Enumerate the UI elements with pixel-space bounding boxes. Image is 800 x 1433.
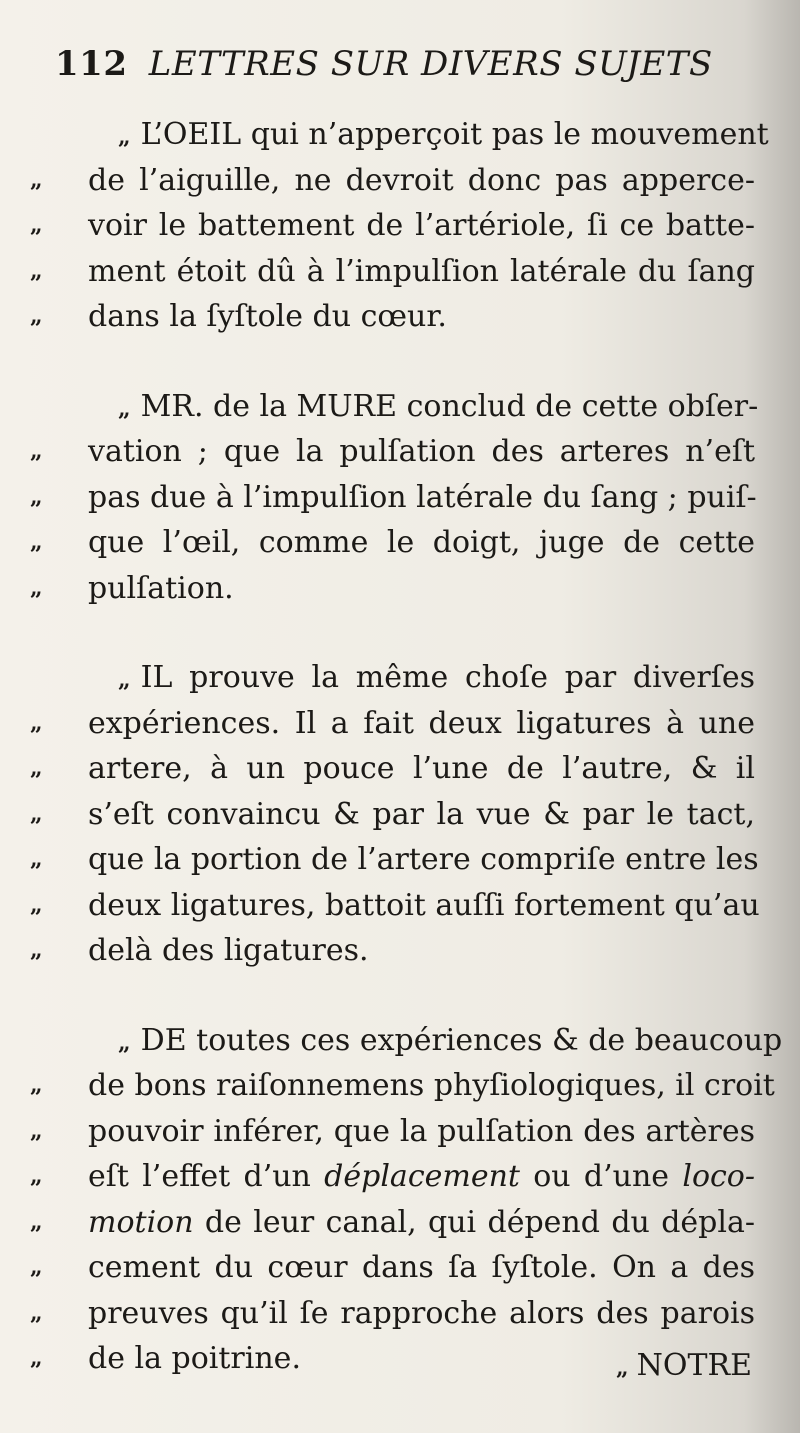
margin-quote: „ (30, 212, 43, 238)
margin-quote: „ (30, 257, 43, 284)
margin-quote: „ (30, 483, 43, 510)
line-text: vation ; que la pulſation des arteres n’eſt (88, 434, 755, 469)
margin-quote: „ (30, 1254, 43, 1280)
quote-mark: „ (118, 1029, 131, 1056)
line-text: que la portion de l’artere compriſe entre les (88, 842, 759, 877)
margin-quote: „ (30, 755, 43, 781)
margin-quote: „ (30, 1072, 43, 1098)
line-text: „ MR. de la MURE conclud de cette obſer- (118, 388, 759, 424)
line-text: „ DE toutes ces expériences & de beaucoup (118, 1022, 783, 1058)
quote-mark: „ (616, 1355, 629, 1381)
paragraph-gap (30, 340, 755, 384)
text-line (30, 1245, 755, 1291)
margin-quote: „ (30, 1299, 43, 1326)
line-text: motion de leur canal, qui dépend du dépla- (88, 1204, 755, 1240)
page-number: 112 (55, 44, 128, 84)
line-text: s’eſt convaincu & par la vue & par le tact, (88, 796, 755, 832)
text-line (30, 883, 760, 929)
italic-term: motion (88, 1204, 194, 1240)
quote-mark: „ (118, 667, 131, 693)
quote-mark: „ (118, 124, 131, 150)
margin-quote: „ (30, 1208, 43, 1235)
text-line (30, 792, 755, 838)
margin-quote: „ (30, 1117, 43, 1144)
text-line (30, 203, 755, 249)
text-line (30, 701, 755, 747)
italic-term: loco- (682, 1159, 755, 1194)
line-text: de bons raiſonnemens phyſiologiques, il croit (88, 1068, 775, 1103)
text-line (30, 520, 755, 566)
text-line (30, 384, 759, 430)
text-line (30, 249, 755, 295)
margin-quote: „ (30, 1163, 43, 1189)
margin-quote: „ (30, 937, 43, 963)
line-text: de la poitrine. (88, 1341, 301, 1376)
text-line (30, 1154, 755, 1200)
quote-mark: „ (118, 395, 131, 422)
text-line (30, 837, 759, 883)
margin-quote: „ (30, 438, 43, 464)
line-text: pulſation. (88, 570, 234, 606)
line-text: ment étoit dû à l’impulſion latérale du ſang (88, 253, 755, 289)
line-text: delà des ligatures. (88, 933, 369, 968)
text-line (30, 475, 755, 521)
line-text: preuves qu’il ſe rapproche alors des parois (88, 1295, 755, 1331)
line-text: pouvoir inférer, que la pulſation des artères (88, 1113, 755, 1149)
line-text: artere, à un pouce l’une de l’autre, & il (88, 751, 755, 786)
running-header (55, 44, 745, 94)
running-title: LETTRES SUR DIVERS SUJETS (148, 44, 713, 84)
text-line (30, 1109, 755, 1155)
margin-quote: „ (30, 709, 43, 736)
margin-quote: „ (30, 891, 43, 918)
text-line (30, 746, 755, 792)
margin-quote: „ (30, 574, 43, 601)
text-line (30, 1063, 775, 1109)
line-text: „ IL prouve la même choſe par diverſes (118, 660, 755, 695)
catchword: „ NOTRE (616, 1348, 752, 1383)
line-text: que l’œil, comme le doigt, juge de cette (88, 525, 755, 560)
margin-quote: „ (30, 303, 43, 329)
line-text: eſt l’effet d’un déplacement ou d’une loco- (88, 1159, 755, 1194)
line-text: voir le battement de l’artériole, ſi ce batte- (88, 208, 755, 243)
paragraph-gap (30, 611, 755, 655)
text-line (30, 1291, 755, 1337)
text-line (30, 158, 755, 204)
margin-quote: „ (30, 166, 43, 193)
text-body (30, 112, 783, 1382)
line-text: pas due à l’impulſion latérale du ſang ; puiſ- (88, 479, 757, 515)
margin-quote: „ (30, 1345, 43, 1371)
line-text: expériences. Il a fait deux ligatures à une (88, 705, 755, 741)
text-line (30, 429, 755, 475)
margin-quote: „ (30, 529, 43, 555)
text-line (30, 928, 755, 974)
line-text: „ L’OEIL qui n’apperçoit pas le mouvement (118, 117, 769, 152)
line-text: cement du cœur dans ſa ſyſtole. On a des (88, 1250, 755, 1285)
text-line (30, 112, 769, 158)
margin-quote: „ (30, 846, 43, 872)
line-text: dans la ſyſtole du cœur. (88, 299, 447, 334)
text-line (30, 1018, 783, 1064)
text-line (30, 294, 755, 340)
italic-term: déplacement (324, 1159, 520, 1194)
margin-quote: „ (30, 800, 43, 827)
text-line (30, 1200, 755, 1246)
line-text: deux ligatures, battoit auſſi fortement qu’au (88, 887, 760, 923)
text-line (30, 566, 755, 612)
line-text: de l’aiguille, ne devroit donc pas apperce- (88, 162, 755, 198)
text-line (30, 655, 755, 701)
paragraph-gap (30, 974, 755, 1018)
